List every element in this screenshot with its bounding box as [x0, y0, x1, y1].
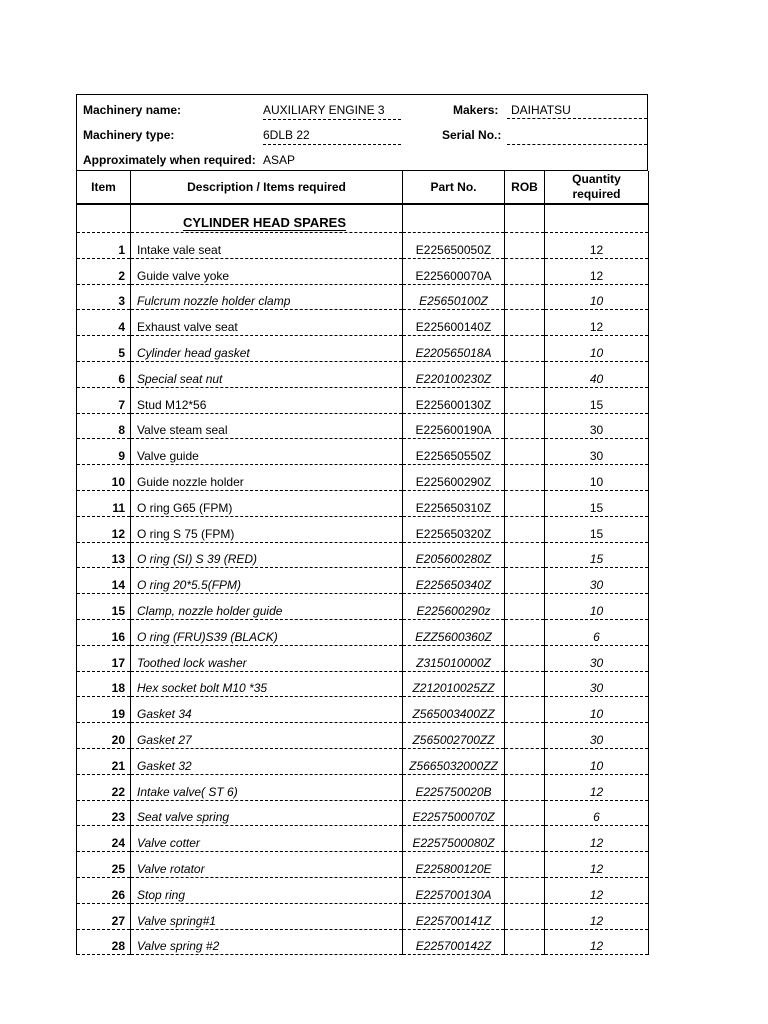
quantity-required: 10	[545, 284, 649, 310]
machinery-type-label: Machinery type:	[83, 128, 175, 142]
part-number: E225600070A	[403, 258, 505, 284]
quantity-required: 15	[545, 387, 649, 413]
rob-value	[505, 542, 545, 568]
table-row	[77, 697, 649, 723]
table-row	[77, 645, 649, 671]
quantity-required: 10	[545, 697, 649, 723]
quantity-required: 6	[545, 800, 649, 826]
table-row	[77, 465, 649, 491]
quantity-required: 12	[545, 903, 649, 929]
item-number: 20	[77, 723, 131, 749]
table-row	[77, 723, 649, 749]
table-row	[77, 568, 649, 594]
col-header-item: Item	[77, 171, 131, 204]
requisition-sheet	[76, 94, 648, 955]
header-block	[76, 94, 648, 171]
item-number: 10	[77, 465, 131, 491]
table-row	[77, 619, 649, 645]
rob-value	[505, 877, 545, 903]
item-description: Intake vale seat	[131, 233, 403, 259]
part-number: E225700141Z	[403, 903, 505, 929]
part-number: E225650340Z	[403, 568, 505, 594]
rob-value	[505, 800, 545, 826]
table-row	[77, 594, 649, 620]
item-number: 16	[77, 619, 131, 645]
quantity-required: 10	[545, 748, 649, 774]
item-number: 28	[77, 929, 131, 955]
item-description: Valve spring #2	[131, 929, 403, 955]
table-row	[77, 284, 649, 310]
item-number: 17	[77, 645, 131, 671]
rob-value	[505, 903, 545, 929]
item-description: Exhaust valve seat	[131, 310, 403, 336]
item-description: O ring 20*5.5(FPM)	[131, 568, 403, 594]
rob-value	[505, 748, 545, 774]
item-number: 11	[77, 490, 131, 516]
item-description: Gasket 34	[131, 697, 403, 723]
item-number: 22	[77, 774, 131, 800]
section-title: CYLINDER HEAD SPARES	[183, 215, 347, 230]
part-number: E225600130Z	[403, 387, 505, 413]
table-row	[77, 439, 649, 465]
item-description: Clamp, nozzle holder guide	[131, 594, 403, 620]
table-row	[77, 233, 649, 259]
item-number: 24	[77, 826, 131, 852]
table-row	[77, 516, 649, 542]
table-row	[77, 800, 649, 826]
item-description: Valve guide	[131, 439, 403, 465]
part-number: E225800120E	[403, 852, 505, 878]
item-number: 19	[77, 697, 131, 723]
section-row	[77, 204, 649, 233]
rob-value	[505, 826, 545, 852]
quantity-required: 12	[545, 233, 649, 259]
part-number: Z315010000Z	[403, 645, 505, 671]
part-number: E225700142Z	[403, 929, 505, 955]
quantity-required: 12	[545, 258, 649, 284]
item-number: 3	[77, 284, 131, 310]
rob-value	[505, 516, 545, 542]
serial-label: Serial No.:	[442, 128, 502, 142]
item-description: Fulcrum nozzle holder clamp	[131, 284, 403, 310]
item-description: Stop ring	[131, 877, 403, 903]
quantity-required: 30	[545, 413, 649, 439]
machinery-name-label: Machinery name:	[83, 103, 182, 117]
quantity-required: 30	[545, 645, 649, 671]
item-description: Seat valve spring	[131, 800, 403, 826]
table-row	[77, 490, 649, 516]
quantity-required: 6	[545, 619, 649, 645]
quantity-required: 12	[545, 774, 649, 800]
machinery-name-value: AUXILIARY ENGINE 3	[263, 103, 401, 120]
quantity-required: 12	[545, 826, 649, 852]
part-number: E225650550Z	[403, 439, 505, 465]
item-number: 9	[77, 439, 131, 465]
serial-value	[507, 128, 647, 145]
rob-value	[505, 490, 545, 516]
part-number: E225750020B	[403, 774, 505, 800]
part-number: E2257500070Z	[403, 800, 505, 826]
rob-value	[505, 258, 545, 284]
quantity-required: 15	[545, 542, 649, 568]
item-description: Intake valve( ST 6)	[131, 774, 403, 800]
item-number: 14	[77, 568, 131, 594]
item-number: 26	[77, 877, 131, 903]
item-description: Guide valve yoke	[131, 258, 403, 284]
when-required-value: ASAP	[263, 153, 296, 167]
spares-table	[76, 171, 649, 955]
rob-value	[505, 439, 545, 465]
item-description: Stud M12*56	[131, 387, 403, 413]
makers-label: Makers:	[453, 103, 499, 117]
col-header-quantity-label: Quantity required	[572, 172, 621, 201]
quantity-required: 30	[545, 439, 649, 465]
item-number: 2	[77, 258, 131, 284]
rob-value	[505, 310, 545, 336]
rob-value	[505, 336, 545, 362]
item-number: 12	[77, 516, 131, 542]
table-row	[77, 748, 649, 774]
part-number: EZZ5600360Z	[403, 619, 505, 645]
table-row	[77, 542, 649, 568]
quantity-required: 12	[545, 852, 649, 878]
quantity-required: 12	[545, 877, 649, 903]
table-row	[77, 877, 649, 903]
col-header-part-no: Part No.	[403, 171, 505, 204]
item-number: 8	[77, 413, 131, 439]
rob-value	[505, 774, 545, 800]
rob-value	[505, 852, 545, 878]
quantity-required: 10	[545, 336, 649, 362]
item-description: Gasket 32	[131, 748, 403, 774]
col-header-rob: ROB	[505, 171, 545, 204]
part-number: E25650100Z	[403, 284, 505, 310]
item-description: O ring (SI) S 39 (RED)	[131, 542, 403, 568]
rob-value	[505, 929, 545, 955]
rob-value	[505, 361, 545, 387]
item-number: 4	[77, 310, 131, 336]
item-number: 23	[77, 800, 131, 826]
item-number: 1	[77, 233, 131, 259]
part-number: E205600280Z	[403, 542, 505, 568]
item-number: 18	[77, 671, 131, 697]
part-number: Z5665032000ZZ	[403, 748, 505, 774]
part-number: Z565003400ZZ	[403, 697, 505, 723]
item-number: 15	[77, 594, 131, 620]
item-description: Valve cotter	[131, 826, 403, 852]
table-row	[77, 413, 649, 439]
table-row	[77, 826, 649, 852]
part-number: E2257500080Z	[403, 826, 505, 852]
quantity-required: 30	[545, 723, 649, 749]
rob-value	[505, 594, 545, 620]
rob-value	[505, 465, 545, 491]
header-row-when	[77, 145, 647, 171]
rob-value	[505, 387, 545, 413]
table-row	[77, 387, 649, 413]
item-description: Gasket 27	[131, 723, 403, 749]
part-number: Z212010025ZZ	[403, 671, 505, 697]
part-number: E225650320Z	[403, 516, 505, 542]
table-header-row	[77, 171, 649, 204]
part-number: E225650310Z	[403, 490, 505, 516]
item-number: 27	[77, 903, 131, 929]
part-number: Z565002700ZZ	[403, 723, 505, 749]
part-number: E220100230Z	[403, 361, 505, 387]
rob-value	[505, 284, 545, 310]
quantity-required: 15	[545, 490, 649, 516]
item-description: Hex socket bolt M10 *35	[131, 671, 403, 697]
item-description: Guide nozzle holder	[131, 465, 403, 491]
header-row-name	[77, 95, 647, 120]
rob-value	[505, 233, 545, 259]
header-row-type	[77, 120, 647, 145]
item-description: Valve steam seal	[131, 413, 403, 439]
item-number: 25	[77, 852, 131, 878]
table-row	[77, 774, 649, 800]
quantity-required: 15	[545, 516, 649, 542]
rob-value	[505, 568, 545, 594]
table-row	[77, 258, 649, 284]
item-number: 7	[77, 387, 131, 413]
part-number: E220565018A	[403, 336, 505, 362]
item-number: 13	[77, 542, 131, 568]
part-number: E225600290z	[403, 594, 505, 620]
item-description: Toothed lock washer	[131, 645, 403, 671]
machinery-type-value: 6DLB 22	[263, 128, 401, 145]
item-description: Special seat nut	[131, 361, 403, 387]
col-header-description: Description / Items required	[131, 171, 403, 204]
quantity-required: 12	[545, 310, 649, 336]
rob-value	[505, 619, 545, 645]
item-description: O ring (FRU)S39 (BLACK)	[131, 619, 403, 645]
rob-value	[505, 671, 545, 697]
rob-value	[505, 645, 545, 671]
item-description: Valve rotator	[131, 852, 403, 878]
rob-value	[505, 723, 545, 749]
table-row	[77, 929, 649, 955]
quantity-required: 10	[545, 594, 649, 620]
table-row	[77, 310, 649, 336]
table-row	[77, 852, 649, 878]
item-number: 5	[77, 336, 131, 362]
makers-value: DAIHATSU	[507, 103, 647, 119]
rob-value	[505, 697, 545, 723]
quantity-required: 30	[545, 568, 649, 594]
item-number: 21	[77, 748, 131, 774]
item-description: O ring G65 (FPM)	[131, 490, 403, 516]
rob-value	[505, 413, 545, 439]
quantity-required: 40	[545, 361, 649, 387]
part-number: E225600190A	[403, 413, 505, 439]
part-number: E225600290Z	[403, 465, 505, 491]
when-required-label: Approximately when required:	[83, 153, 256, 167]
item-description: Cylinder head gasket	[131, 336, 403, 362]
col-header-quantity	[545, 171, 649, 204]
part-number: E225700130A	[403, 877, 505, 903]
table-row	[77, 361, 649, 387]
item-description: Valve spring#1	[131, 903, 403, 929]
table-row	[77, 903, 649, 929]
quantity-required: 12	[545, 929, 649, 955]
table-row	[77, 336, 649, 362]
item-description: O ring S 75 (FPM)	[131, 516, 403, 542]
quantity-required: 10	[545, 465, 649, 491]
table-row	[77, 671, 649, 697]
part-number: E225650050Z	[403, 233, 505, 259]
item-number: 6	[77, 361, 131, 387]
quantity-required: 30	[545, 671, 649, 697]
part-number: E225600140Z	[403, 310, 505, 336]
